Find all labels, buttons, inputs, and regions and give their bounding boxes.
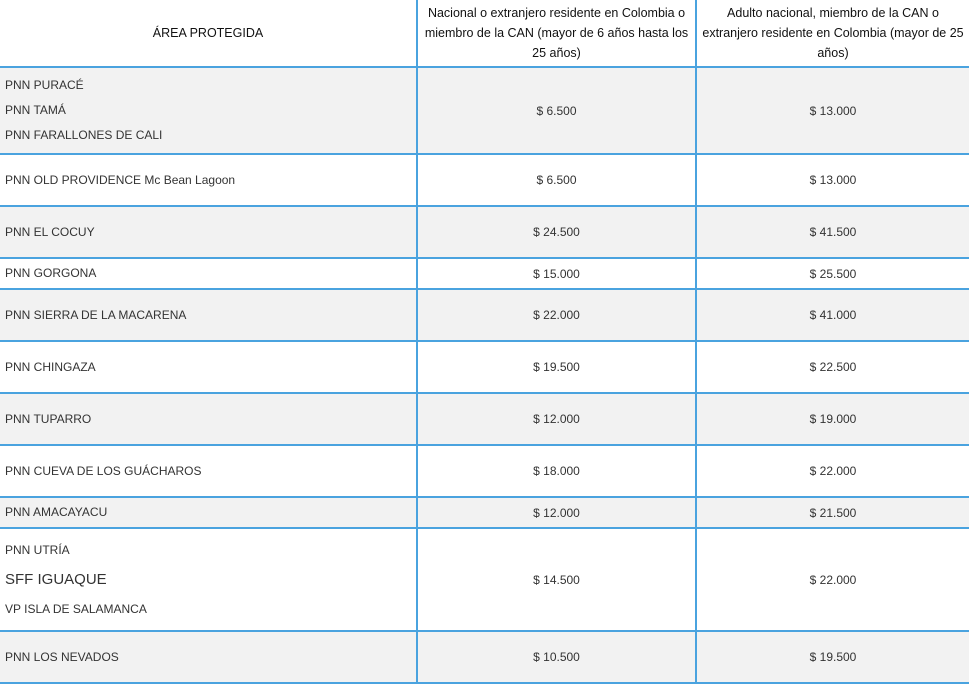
area-name: PNN TUPARRO	[5, 411, 92, 426]
area-name: PNN GORGONA	[5, 266, 97, 280]
youth-fee-cell: $ 6.500	[417, 67, 696, 154]
area-cell	[0, 258, 417, 289]
adult-fee-cell: $ 22.000	[696, 528, 969, 631]
adult-fee-cell: $ 22.500	[696, 341, 969, 393]
table-row	[0, 206, 969, 258]
area-cell	[0, 154, 417, 206]
youth-fee-cell: $ 12.000	[417, 393, 696, 445]
header-area: ÁREA PROTEGIDA	[0, 0, 417, 67]
youth-fee-cell: $ 12.000	[417, 497, 696, 528]
table-row	[0, 67, 969, 154]
table-row	[0, 258, 969, 289]
table-row	[0, 341, 969, 393]
area-name: PNN CUEVA DE LOS GUÁCHAROS	[5, 463, 202, 478]
area-name: VP ISLA DE SALAMANCA	[5, 601, 147, 616]
area-name: PNN OLD PROVIDENCE Mc Bean Lagoon	[5, 172, 236, 187]
table-row	[0, 393, 969, 445]
area-cell	[0, 341, 417, 393]
adult-fee-cell: $ 13.000	[696, 154, 969, 206]
area-name: PNN AMACAYACU	[5, 505, 108, 519]
youth-fee-cell: $ 14.500	[417, 528, 696, 631]
area-name: PNN SIERRA DE LA MACARENA	[5, 307, 187, 322]
adult-fee-cell: $ 41.500	[696, 206, 969, 258]
area-name: SFF IGUAQUE	[5, 570, 107, 588]
area-cell	[0, 206, 417, 258]
youth-fee-cell: $ 19.500	[417, 341, 696, 393]
table-row	[0, 528, 969, 631]
adult-fee-cell: $ 21.500	[696, 497, 969, 528]
area-cell	[0, 289, 417, 341]
youth-fee-cell: $ 6.500	[417, 154, 696, 206]
area-name: PNN LOS NEVADOS	[5, 649, 119, 664]
area-cell	[0, 497, 417, 528]
youth-fee-cell: $ 18.000	[417, 445, 696, 497]
table-row	[0, 631, 969, 683]
table-row	[0, 497, 969, 528]
header-adult-fee: Adulto nacional, miembro de la CAN o extranjero residente en Colombia (mayor de 25 años)	[696, 0, 969, 67]
area-name: PNN PURACÉ	[5, 78, 84, 92]
area-name: PNN EL COCUY	[5, 224, 95, 239]
youth-fee-cell: $ 22.000	[417, 289, 696, 341]
adult-fee-cell: $ 19.500	[696, 631, 969, 683]
adult-fee-cell: $ 22.000	[696, 445, 969, 497]
area-name: PNN UTRÍA	[5, 542, 70, 557]
table-row	[0, 289, 969, 341]
area-cell	[0, 445, 417, 497]
area-cell	[0, 631, 417, 683]
area-cell	[0, 67, 417, 154]
area-name: PNN CHINGAZA	[5, 359, 96, 374]
area-name: PNN TAMÁ	[5, 103, 66, 117]
header-youth-fee: Nacional o extranjero residente en Colombia o miembro de la CAN (mayor de 6 años hasta los 25 años)	[417, 0, 696, 67]
header-row	[0, 0, 969, 67]
area-cell	[0, 393, 417, 445]
adult-fee-cell: $ 19.000	[696, 393, 969, 445]
table-row	[0, 154, 969, 206]
area-name: PNN FARALLONES DE CALI	[5, 128, 163, 142]
youth-fee-cell: $ 15.000	[417, 258, 696, 289]
youth-fee-cell: $ 24.500	[417, 206, 696, 258]
youth-fee-cell: $ 10.500	[417, 631, 696, 683]
adult-fee-cell: $ 41.000	[696, 289, 969, 341]
adult-fee-cell: $ 25.500	[696, 258, 969, 289]
adult-fee-cell: $ 13.000	[696, 67, 969, 154]
table-row	[0, 445, 969, 497]
area-cell	[0, 528, 417, 631]
